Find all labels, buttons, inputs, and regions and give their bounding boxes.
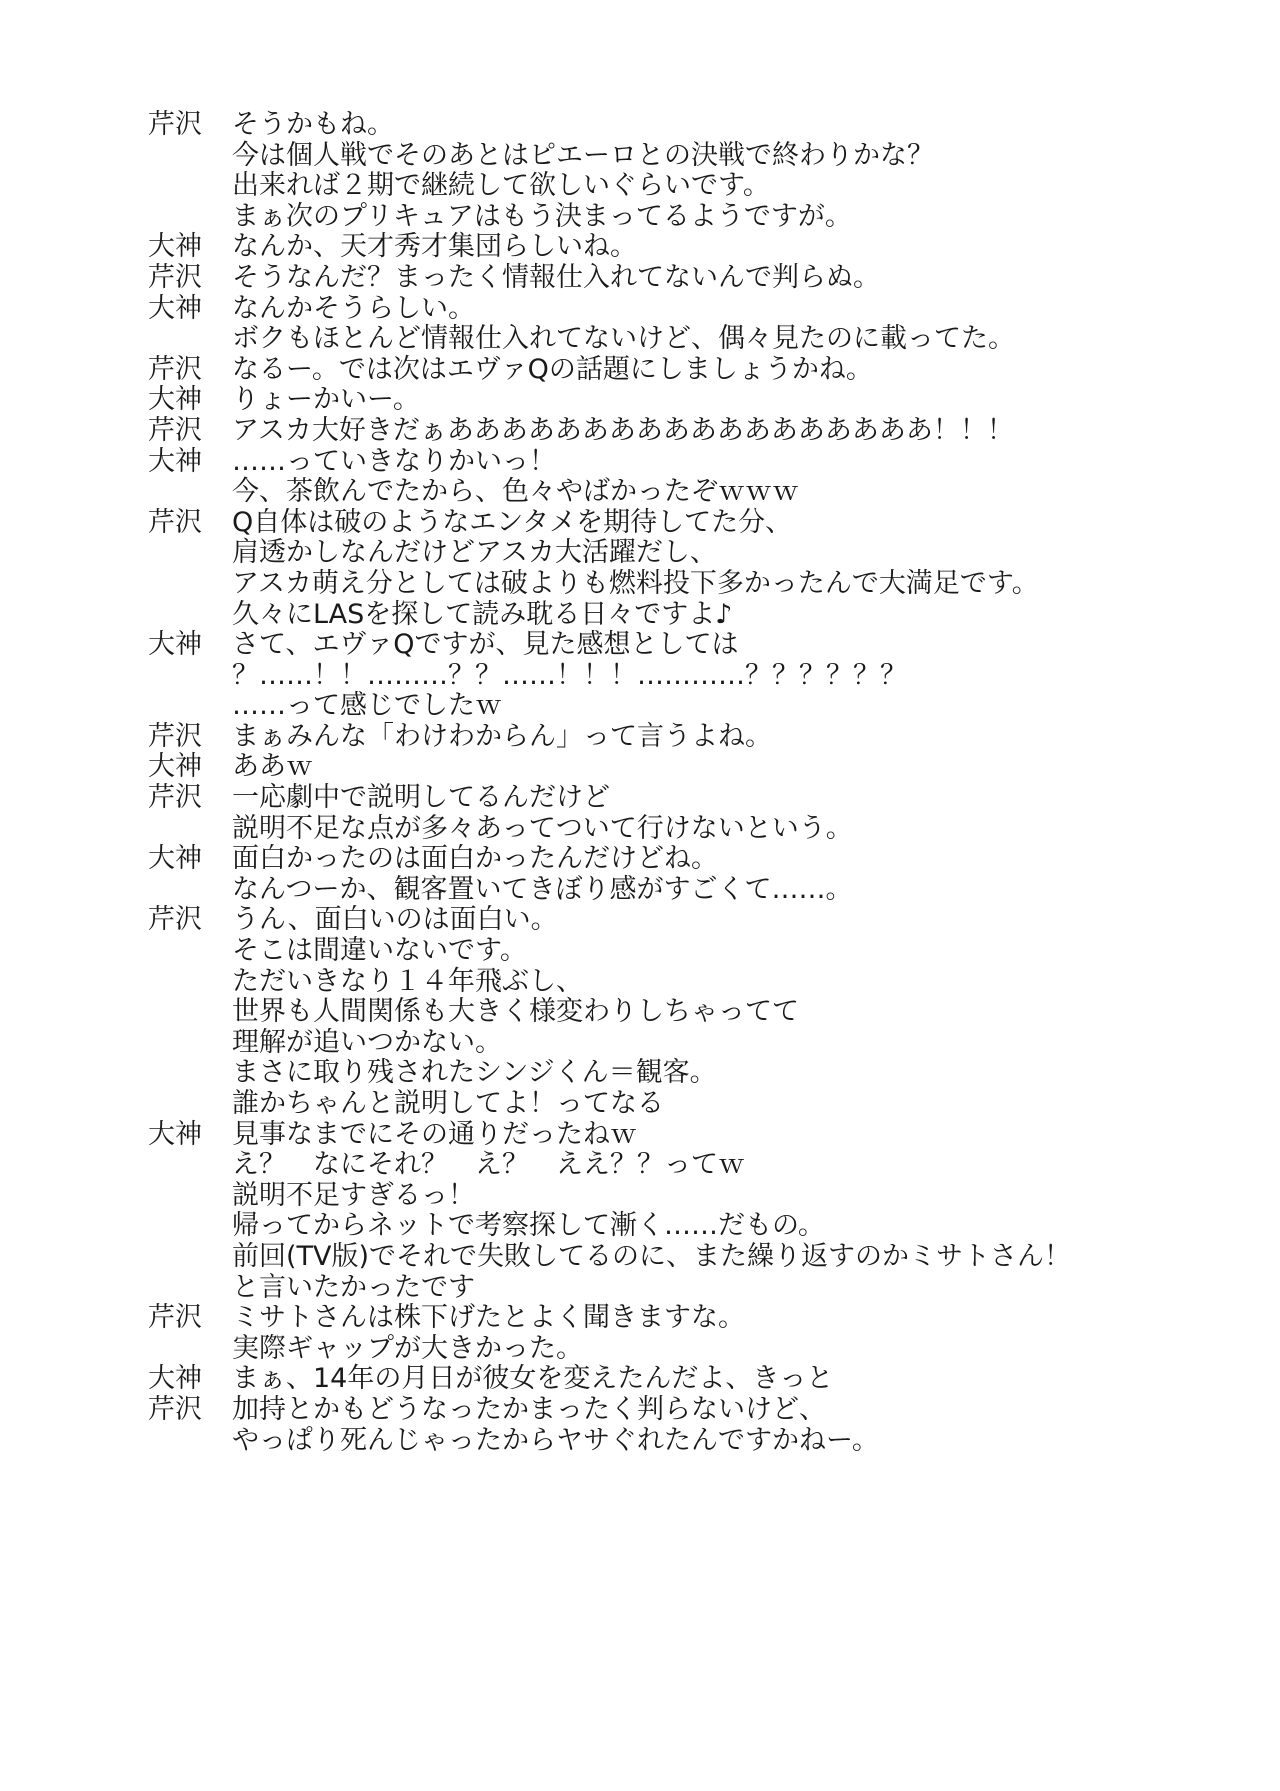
dialogue-page xyxy=(148,110,1248,1456)
dialogue-lines xyxy=(232,783,1248,844)
dialogue-entry xyxy=(148,1303,1248,1364)
dialogue-lines xyxy=(232,416,1248,447)
dialogue-line: なんかそうらしい。 xyxy=(232,292,475,324)
speaker-name: 芹沢 xyxy=(148,1302,202,1334)
speaker-name: 芹沢 xyxy=(148,1393,202,1425)
dialogue-line: そこは間違いないです。 xyxy=(232,935,527,967)
dialogue-lines xyxy=(232,752,1248,783)
dialogue-lines xyxy=(232,447,1248,508)
dialogue-entry xyxy=(148,294,1248,355)
dialogue-line: ？……！！………？？……！！！…………？？？？？？ xyxy=(232,659,907,691)
dialogue-lines xyxy=(232,630,1248,722)
dialogue-line: なんつーか、観客置いてきぼり感がすごくて……。 xyxy=(232,873,853,905)
dialogue-line: 久々にLASを探して読み耽る日々ですよ♪ xyxy=(232,598,733,630)
speaker-name: 芹沢 xyxy=(148,782,202,814)
dialogue-line: 前回(TV版)でそれで失敗してるのに、また繰り返すのかミサトさん！ xyxy=(232,1240,1072,1272)
dialogue-entry xyxy=(148,783,1248,844)
dialogue-lines xyxy=(232,232,1248,263)
dialogue-entry xyxy=(148,416,1248,447)
dialogue-line: 帰ってからネットで考察探して漸く……だもの。 xyxy=(232,1210,825,1242)
speaker-name: 大神 xyxy=(148,1363,202,1395)
dialogue-line: まさに取り残されたシンジくん＝観客。 xyxy=(232,1057,717,1089)
dialogue-entry xyxy=(148,1364,1248,1395)
dialogue-entry xyxy=(148,844,1248,905)
dialogue-line: 今は個人戦でそのあとはピエーロとの決戦で終わりかな？ xyxy=(232,139,934,171)
dialogue-line: さて、エヴァQですが、見た感想としては xyxy=(232,629,739,661)
dialogue-lines xyxy=(232,385,1248,416)
dialogue-line: 一応劇中で説明してるんだけど xyxy=(232,782,610,814)
dialogue-line: ボクもほとんど情報仕入れてないけど、偶々見たのに載ってた。 xyxy=(232,323,1015,355)
dialogue-line: まぁ、14年の月日が彼女を変えたんだよ、きっと xyxy=(232,1363,834,1395)
dialogue-entry xyxy=(148,752,1248,783)
dialogue-line: うん、面白いのは面白い。 xyxy=(232,904,558,936)
dialogue-line: やっぱり死んじゃったからヤサぐれたんですかねー。 xyxy=(232,1424,879,1456)
dialogue-line: と言いたかったです xyxy=(232,1271,475,1303)
speaker-name: 大神 xyxy=(148,445,202,477)
dialogue-entry xyxy=(148,1395,1248,1456)
dialogue-line: 実際ギャップが大きかった。 xyxy=(232,1332,583,1364)
dialogue-entry xyxy=(148,385,1248,416)
dialogue-line: 今、茶飲んでたから、色々やばかったぞｗｗｗ xyxy=(232,476,799,508)
dialogue-lines xyxy=(232,110,1248,232)
speaker-name: 大神 xyxy=(148,751,202,783)
dialogue-entry xyxy=(148,232,1248,263)
dialogue-line: ただいきなり１４年飛ぶし、 xyxy=(232,965,583,997)
dialogue-entry xyxy=(148,263,1248,294)
dialogue-line: 加持とかもどうなったかまったく判らないけど、 xyxy=(232,1393,826,1425)
speaker-name: 芹沢 xyxy=(148,414,202,446)
dialogue-line: そうなんだ？まったく情報仕入れてないんで判らぬ。 xyxy=(232,261,880,293)
speaker-name: 大神 xyxy=(148,292,202,324)
speaker-name: 芹沢 xyxy=(148,109,202,140)
dialogue-entry xyxy=(148,110,1248,232)
dialogue-lines xyxy=(232,1364,1248,1395)
dialogue-lines xyxy=(232,844,1248,905)
dialogue-entry xyxy=(148,722,1248,753)
dialogue-line: え？ なにそれ？ え？ ええ？？ってｗ xyxy=(232,1149,745,1181)
dialogue-line: 説明不足すぎるっ！ xyxy=(232,1179,475,1211)
speaker-name: 大神 xyxy=(148,231,202,263)
dialogue-line: アスカ萌え分としては破よりも燃料投下多かったんで大満足です。 xyxy=(232,567,1039,599)
dialogue-line: 理解が追いつかない。 xyxy=(232,1026,502,1058)
dialogue-line: 説明不足な点が多々あってついて行けないという。 xyxy=(232,812,853,844)
dialogue-line: ミサトさんは株下げたとよく聞きますな。 xyxy=(232,1302,745,1334)
speaker-name: 大神 xyxy=(148,1118,202,1150)
dialogue-line: ああｗ xyxy=(232,751,313,783)
speaker-name: 大神 xyxy=(148,843,202,875)
dialogue-lines xyxy=(232,355,1248,386)
speaker-name: 大神 xyxy=(148,384,202,416)
dialogue-line: そうかもね。 xyxy=(232,109,394,140)
dialogue-line: 出来れば２期で継続して欲しいぐらいです。 xyxy=(232,170,770,202)
dialogue-line: 誰かちゃんと説明してよ！ってなる xyxy=(232,1088,664,1119)
dialogue-line: まぁ次のプリキュアはもう決まってるようですが。 xyxy=(232,200,852,232)
dialogue-entry xyxy=(148,630,1248,722)
dialogue-entry xyxy=(148,1120,1248,1304)
dialogue-lines xyxy=(232,294,1248,355)
dialogue-line: 肩透かしなんだけどアスカ大活躍だし、 xyxy=(232,537,717,569)
dialogue-line: なるー。では次はエヴァQの話題にしましょうかね。 xyxy=(232,353,873,385)
dialogue-lines xyxy=(232,1120,1248,1304)
dialogue-line: ……っていきなりかいっ！ xyxy=(232,445,556,477)
dialogue-lines xyxy=(232,1395,1248,1456)
dialogue-entry xyxy=(148,905,1248,1119)
dialogue-line: 見事なまでにその通りだったねｗ xyxy=(232,1118,637,1150)
dialogue-lines xyxy=(232,722,1248,753)
dialogue-entry xyxy=(148,447,1248,508)
dialogue-line: ……って感じでしたｗ xyxy=(232,690,502,722)
dialogue-line: なんか、天才秀才集団らしいね。 xyxy=(232,231,637,263)
dialogue-lines xyxy=(232,1303,1248,1364)
speaker-name: 芹沢 xyxy=(148,261,202,293)
speaker-name: 芹沢 xyxy=(148,506,202,538)
speaker-name: 大神 xyxy=(148,629,202,661)
dialogue-entry xyxy=(148,355,1248,386)
speaker-name: 芹沢 xyxy=(148,904,202,936)
dialogue-lines xyxy=(232,263,1248,294)
dialogue-lines xyxy=(232,508,1248,630)
speaker-name: 芹沢 xyxy=(148,720,202,752)
dialogue-line: 世界も人間関係も大きく様変わりしちゃってて xyxy=(232,996,799,1028)
dialogue-line: まぁみんな「わけわからん」って言うよね。 xyxy=(232,720,772,752)
dialogue-line: 面白かったのは面白かったんだけどね。 xyxy=(232,843,718,875)
dialogue-line: りょーかいー。 xyxy=(232,384,420,416)
dialogue-line: Q自体は破のようなエンタメを期待してた分、 xyxy=(232,506,793,538)
dialogue-lines xyxy=(232,905,1248,1119)
dialogue-entry xyxy=(148,508,1248,630)
speaker-name: 芹沢 xyxy=(148,353,202,385)
dialogue-line: アスカ大好きだぁああああああああああああああああああ！！！ xyxy=(232,414,1014,446)
